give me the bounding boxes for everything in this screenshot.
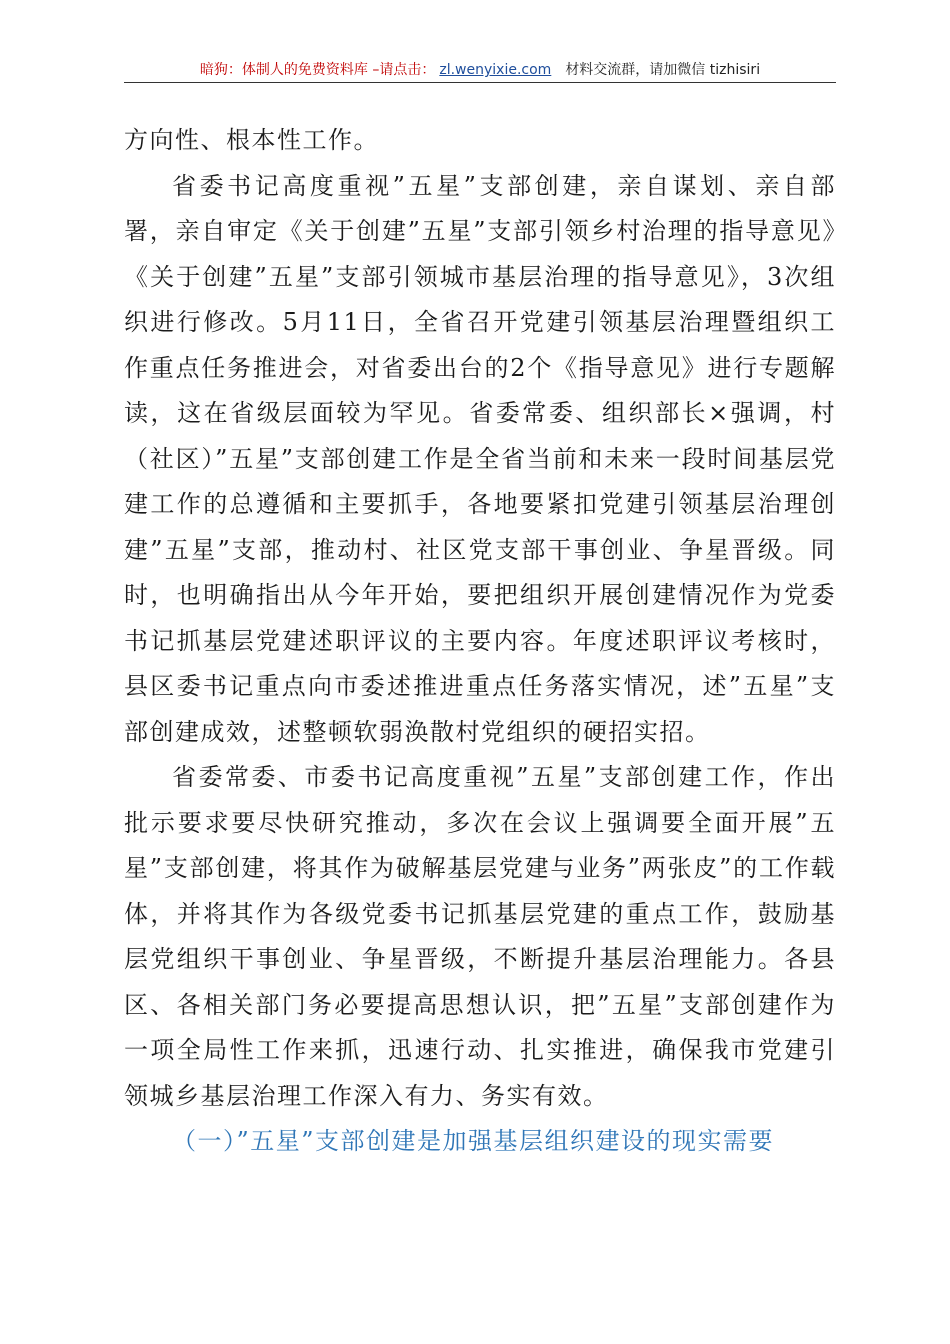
- header-prefix: 暗狗：体制人的免费资料库 –请点击：: [199, 62, 436, 78]
- header-divider: [124, 82, 836, 83]
- document-body: [124, 118, 836, 1165]
- header-suffix: 材料交流群，请加微信 tizhisiri: [565, 62, 761, 78]
- paragraph: 省委常委、市委书记高度重视”五星”支部创建工作，作出批示要求要尽快研究推动，多次在会议上强调要全面开展”五星”支部创建，将其作为破解基层党建与业务”两张皮”的工作载体，并将其作为各级党委书记抓基层党建的重点工作，鼓励基层党组织干事创业、争星晋级，不断提升基层治理能力。各县区、各相关部门务必要提高思想认识，把”五星”支部创建作为一项全局性工作来抓，迅速行动、扎实推进，确保我市党建引领城乡基层治理工作深入有力、务实有效。: [124, 763, 836, 1110]
- paragraph: 方向性、根本性工作。: [124, 126, 379, 154]
- page-header: [124, 60, 836, 82]
- section-heading: （一）”五星”支部创建是加强基层组织建设的现实需要: [172, 1127, 775, 1155]
- paragraph: 省委书记高度重视”五星”支部创建，亲自谋划、亲自部署，亲自审定《关于创建”五星”支部引领乡村治理的指导意见》《关于创建”五星”支部引领城市基层治理的指导意见》，3次组织进行修改。5月11日，全省召开党建引领基层治理暨组织工作重点任务推进会，对省委出台的2个《指导意见》进行专题解读，这在省级层面较为罕见。省委常委、组织部长×强调，村（社区）”五星”支部创建工作是全省当前和未来一段时间基层党建工作的总遵循和主要抓手，各地要紧扣党建引领基层治理创建”五星”支部，推动村、社区党支部干事创业、争星晋级。同时，也明确指出从今年开始，要把组织开展创建情况作为党委书记抓基层党建述职评议的主要内容。年度述职评议考核时，县区委书记重点向市委述推进重点任务落实情况，述”五星”支部创建成效，述整顿软弱涣散村党组织的硬招实招。: [124, 171, 836, 746]
- header-link[interactable]: zl.wenyixie.com: [439, 62, 552, 78]
